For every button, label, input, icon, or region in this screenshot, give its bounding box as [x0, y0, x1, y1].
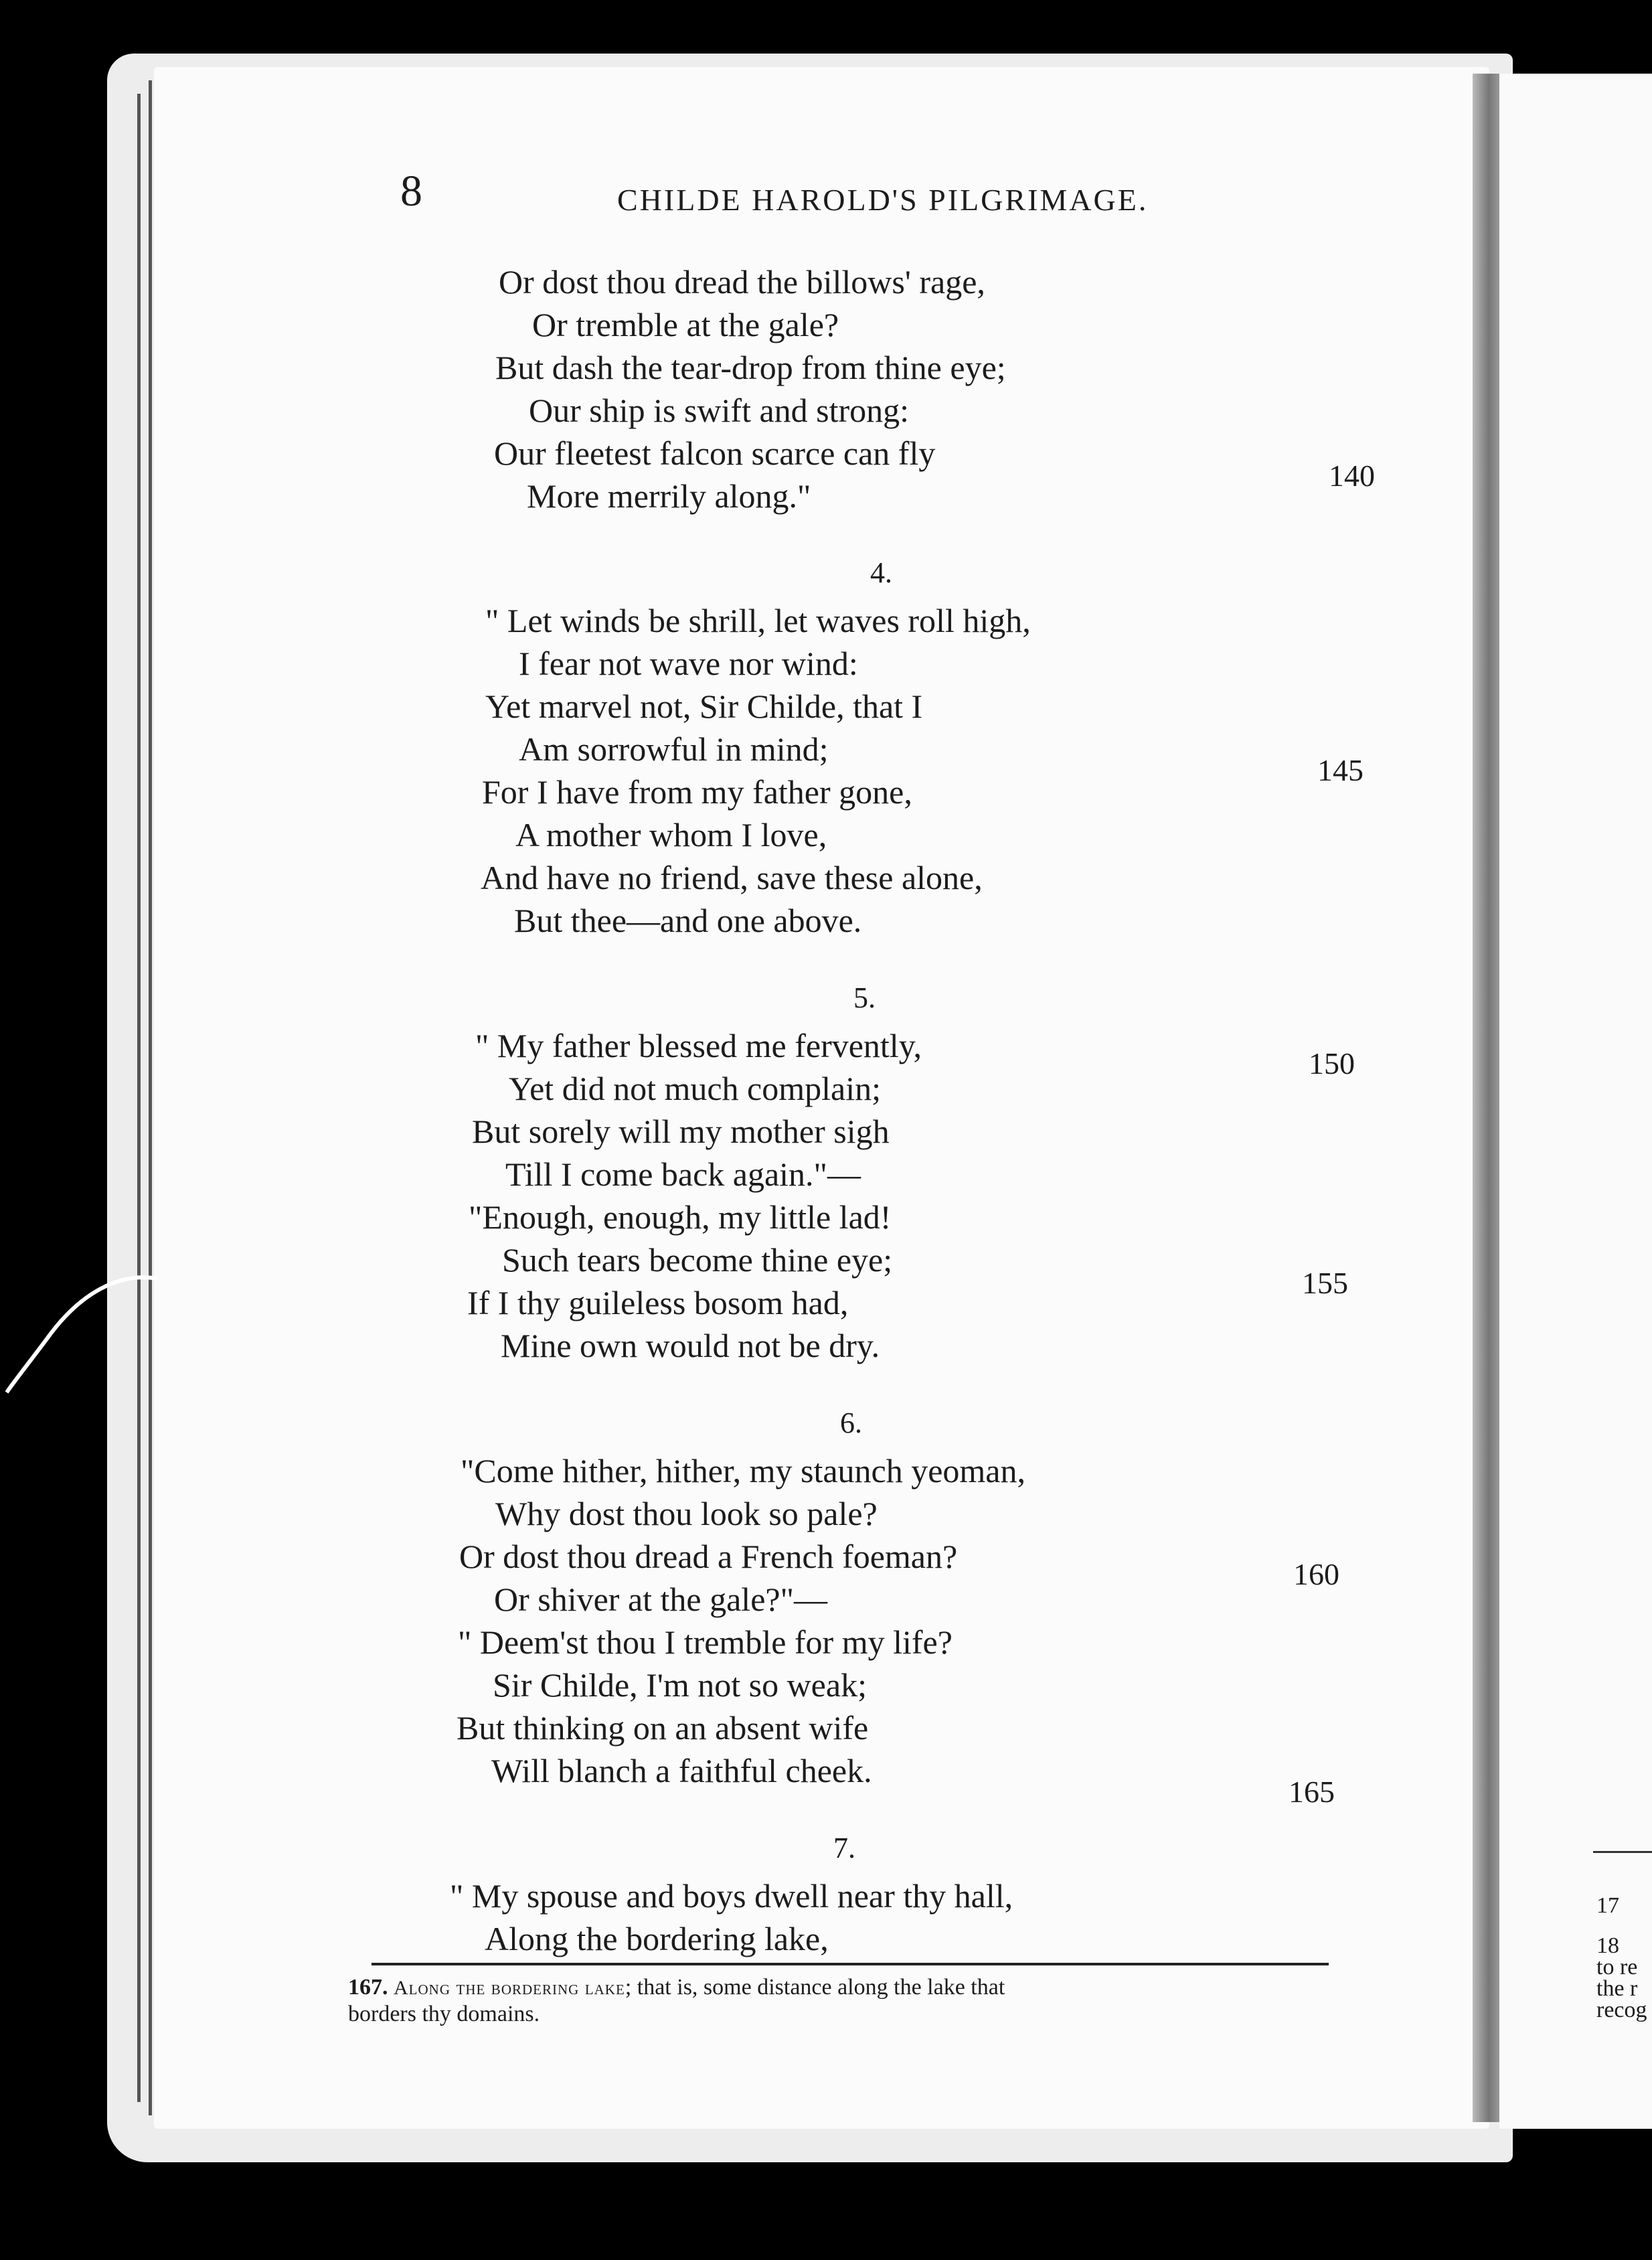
footnote-rule [371, 1963, 1329, 1965]
facing-page [1499, 74, 1652, 2129]
verse-line: Am sorrowful in mind; [519, 730, 829, 768]
stanza-number: 7. [833, 1832, 855, 1864]
footnote-text: ; that is, some distance along the lake that [625, 1975, 1005, 2000]
line-number: 165 [1289, 1775, 1335, 1809]
page-edge [149, 80, 152, 2115]
verse-line: But dash the tear-drop from thine eye; [495, 349, 1006, 386]
running-title: CHILDE HAROLD'S PILGRIMAGE. [617, 183, 1149, 217]
verse-line: More merrily along." [527, 477, 811, 515]
stanza-number: 6. [840, 1406, 862, 1439]
verse-line: Yet marvel not, Sir Childe, that I [485, 688, 923, 725]
page-number: 8 [400, 167, 422, 216]
verse-line: But sorely will my mother sigh [472, 1113, 890, 1150]
verse-line: Along the bordering lake, [485, 1920, 829, 1957]
stanza-number: 4. [870, 556, 892, 589]
stanza-number: 5. [853, 981, 876, 1014]
verse-line: Our fleetest falcon scarce can fly [494, 434, 936, 472]
verse-line: "Come hither, hither, my staunch yeoman, [461, 1452, 1025, 1489]
line-number: 145 [1317, 753, 1364, 787]
verse-line: "Enough, enough, my little lad! [469, 1198, 892, 1236]
verse-line: " Let winds be shrill, let waves roll high, [485, 602, 1031, 639]
verse-line: If I thy guileless bosom had, [467, 1284, 849, 1321]
verse-line: Sir Childe, I'm not so weak; [493, 1666, 867, 1704]
verse-line: Or dost thou dread a French foeman? [459, 1538, 958, 1575]
verse-line: Why dost thou look so pale? [495, 1495, 878, 1532]
line-number: 150 [1309, 1046, 1355, 1080]
verse-line: Such tears become thine eye; [502, 1241, 893, 1279]
verse-line: A mother whom I love, [515, 816, 827, 854]
verse-line: Mine own would not be dry. [501, 1327, 880, 1364]
facing-page-fragment: 17 [1596, 1893, 1619, 1918]
footnote [348, 1975, 1005, 2000]
facing-page-rule [1593, 1851, 1652, 1853]
line-number: 160 [1293, 1557, 1339, 1591]
verse-line: But thinking on an absent wife [457, 1709, 869, 1747]
footnote-number: 167. [348, 1975, 388, 2000]
verse-line: Or tremble at the gale? [532, 306, 839, 343]
verse-line: " My spouse and boys dwell near thy hall, [450, 1877, 1013, 1915]
facing-page-fragment: 18 [1596, 1933, 1619, 1958]
verse-line: But thee—and one above. [514, 902, 862, 939]
facing-page-fragment: the r [1596, 1976, 1638, 2001]
verse-line: For I have from my father gone, [482, 773, 912, 811]
line-number: 140 [1329, 459, 1375, 493]
footnote-lemma: Along the bordering lake [394, 1977, 625, 1999]
facing-page-fragment: recog [1596, 1998, 1647, 2022]
verse-line: Our ship is swift and strong: [529, 392, 910, 429]
footnote-continuation: borders thy domains. [348, 2002, 540, 2026]
verse-line: Or shiver at the gale?"— [494, 1581, 827, 1618]
verse-line: Till I come back again."— [505, 1155, 861, 1193]
verse-line: Will blanch a faithful cheek. [491, 1752, 872, 1789]
page-edge [137, 94, 141, 2102]
gutter [1473, 74, 1499, 2122]
verse-line: I fear not wave nor wind: [519, 645, 858, 682]
verse-line: " My father blessed me fervently, [475, 1027, 922, 1064]
verse-line: " Deem'st thou I tremble for my life? [458, 1623, 953, 1661]
verse-line: Or dost thou dread the billows' rage, [499, 263, 985, 301]
bookmark-ribbon-icon [0, 1265, 161, 1399]
line-number: 155 [1302, 1266, 1348, 1300]
facing-page-fragment: to re [1596, 1955, 1638, 1980]
verse-line: And have no friend, save these alone, [481, 859, 983, 896]
verse-line: Yet did not much complain; [509, 1070, 882, 1107]
